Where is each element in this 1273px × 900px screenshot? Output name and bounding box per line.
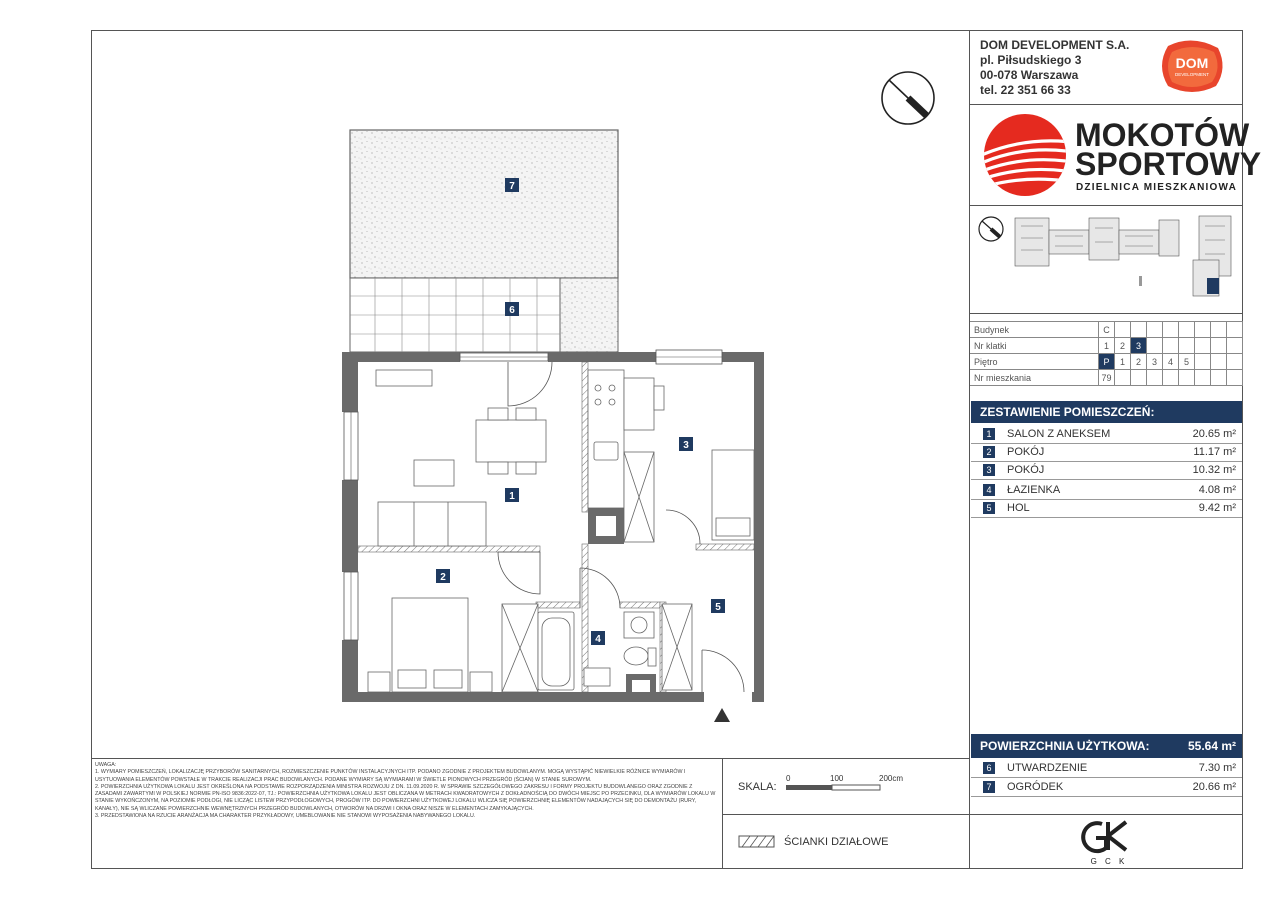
scale-label: SKALA:: [738, 781, 777, 793]
room-number: 4: [983, 484, 995, 496]
partition-legend-label: ŚCIANKI DZIAŁOWE: [784, 836, 889, 848]
room-row: [971, 481, 1242, 500]
total-area-bar: [971, 734, 1242, 758]
room-name: ŁAZIENKA: [1007, 484, 1061, 496]
room-area: 20.66 m²: [1192, 781, 1236, 793]
room-name: POKÓJ: [1007, 464, 1045, 476]
brand-title-2: SPORTOWY: [1075, 146, 1262, 182]
scale-tick-200: 200cm: [879, 774, 904, 783]
sofa: [378, 502, 486, 546]
room-area: 10.32 m²: [1192, 464, 1236, 476]
room-number: 2: [983, 446, 995, 458]
scale-divider: [722, 814, 969, 815]
coffee-table: [414, 460, 454, 486]
room-area: 11.17 m²: [1193, 446, 1236, 458]
room-area: 4.08 m²: [1198, 484, 1236, 496]
row-apartment: [970, 370, 1243, 386]
row-building: [970, 322, 1243, 338]
cell-stair-2: 2: [1115, 338, 1131, 354]
gck-letters: G C K: [1090, 857, 1128, 866]
notes-block: [95, 762, 717, 820]
header-divider: [969, 104, 1243, 105]
room-row: [971, 499, 1242, 518]
room-number: 1: [983, 428, 995, 440]
room-area: 20.65 m²: [1192, 428, 1236, 440]
label-apartment: Nr mieszkania: [970, 370, 1099, 386]
room-name: UTWARDZENIE: [1007, 762, 1088, 774]
room-row: [971, 443, 1242, 462]
scale-bar: [786, 784, 882, 792]
cell-floor-1: 1: [1115, 354, 1131, 370]
bottom-divider: [91, 758, 969, 759]
badge-2: 2: [440, 572, 446, 583]
column-divider: [969, 30, 970, 869]
dom-development-logo: [1158, 38, 1226, 94]
keyplan-divider: [969, 313, 1243, 314]
badge-5: 5: [715, 602, 721, 613]
note-item: 1. WYMIARY POMIESZCZEŃ, LOKALIZACJĘ PRZYBORÓW SANITARNYCH, ROZMIESZCZENIE PUNKTÓW INSTALACYJNYCH ITP. PODANO ZGODNIE Z PROJEKTEM BUDOWLANYM. MOGĄ WYSTĄPIĆ NIEWIELKIE RÓŻNICE WYMIARÓW I USYTUOWANIA ELEMENTÓW POWSTAŁE W TRAKCIE REALIZACJI PRAC BUDOWLANYCH. PODANE WYMIARY SĄ WYMIARAMI W ŚWIETLE PIONOWYCH PRZEGRÓD (ŚCIAN) W STANIE SUROWYM.: [95, 769, 686, 783]
company-name: DOM DEVELOPMENT S.A.: [980, 38, 1130, 52]
compass-icon: [882, 72, 934, 124]
cell-stair-1: 1: [1099, 338, 1115, 354]
room-name: POKÓJ: [1007, 446, 1045, 458]
brand-subtitle: DZIELNICA MIESZKANIOWA: [1076, 182, 1238, 193]
note-item: 3. PRZEDSTAWIONA NA RZUCIE ARANŻACJA MA CHARAKTER PRZYKŁADOWY, UMEBLOWANIE NIE STANOWI WYPOSAŻENIA NABYWANEGO LOKALU.: [95, 813, 476, 820]
extra-room-row: [971, 759, 1242, 778]
fridge: [624, 378, 654, 430]
badge-4: 4: [595, 634, 601, 645]
gck-logo: [1076, 818, 1142, 866]
gck-divider: [969, 814, 1243, 815]
cell-apartment-79: 79: [1099, 370, 1115, 386]
cell-floor-2: 2: [1131, 354, 1147, 370]
label-stair: Nr klatki: [970, 338, 1099, 354]
scale-tick-0: 0: [786, 774, 791, 783]
cell-floor-3: 3: [1147, 354, 1163, 370]
garden-area-strip: [560, 278, 618, 352]
room-row: [971, 425, 1242, 444]
washbasin: [584, 668, 610, 686]
kitchen-counter: [588, 370, 624, 508]
company-street: pl. Piłsudskiego 3: [980, 53, 1082, 67]
logo-text-development: DEVELOPMENT: [1174, 72, 1210, 77]
cell-floor-5: 5: [1179, 354, 1195, 370]
key-plan: [971, 206, 1242, 312]
room-number: 3: [983, 464, 995, 476]
badge-7: 7: [509, 181, 515, 192]
label-building: Budynek: [970, 322, 1099, 338]
floor-plan: [330, 60, 950, 730]
rooms-heading: ZESTAWIENIE POMIESZCZEŃ:: [971, 401, 1242, 423]
extra-room-row: [971, 778, 1242, 797]
mokotow-sportowy-logo: [983, 113, 1262, 199]
label-floor: Piętro: [970, 354, 1099, 370]
dining-table: [476, 420, 546, 462]
tv-unit: [376, 370, 432, 386]
badge-6: 6: [509, 305, 515, 316]
logo-text-dom: DOM: [1175, 55, 1209, 71]
company-phone: tel. 22 351 66 33: [980, 83, 1071, 97]
room-name: HOL: [1007, 502, 1030, 514]
toilet: [624, 647, 648, 665]
room-name: OGRÓDEK: [1007, 781, 1064, 793]
room-name: SALON Z ANEKSEM: [1007, 428, 1111, 440]
room-number: 5: [983, 502, 995, 514]
selected-apartment-marker: [1207, 278, 1219, 294]
badge-1: 1: [509, 491, 515, 502]
room-area: 9.42 m²: [1198, 502, 1236, 514]
cell-floor-p-selected: P: [1099, 354, 1115, 370]
brand-title-1: MOKOTÓW: [1075, 117, 1250, 153]
total-area-value: 55.64 m²: [1187, 739, 1236, 753]
room-number: 7: [983, 781, 995, 793]
room-number: 6: [983, 762, 995, 774]
notes-title: UWAGA:: [95, 762, 117, 768]
partition-legend-swatch: [738, 835, 776, 849]
cell-floor-4: 4: [1163, 354, 1179, 370]
entrance-arrow-icon: [714, 708, 730, 722]
note-item: 2. POWIERZCHNIA UŻYTKOWA LOKALU JEST OKREŚLONA NA PODSTAWIE ROZPORZĄDZENIA MINISTRA ROZWOJU Z DN. 11.09.2020 R. W SPRAWIE SZCZEGÓŁOWEGO ZAKRESU I FORMY PROJEKTU BUDOWLANEGO ORAZ ZGODNIE Z ZASADAMI ZAWARTYMI W POLSKIEJ NORMIE PN-ISO 9836:2022-07, TJ.: POWIERZCHNIA UŻYTKOWA LOKALU JEST OBLICZANA W METRACH KWADRATOWYCH Z DOKŁADNOŚCIĄ DO DWÓCH MIEJSC PO PRZECINKU, DLA WYMIARÓW LOKALU W STANIE WYKOŃCZONYM, NA POZIOMIE PODŁOGI, NIE LICZĄC LISTEW PRZYPODŁOGOWYCH, PROGÓW ITP. DO POWIERZCHNI UŻYTKOWEJ LOKALU WLICZA SIĘ POWIERZCHNIĘ ELEMENTÓW NADAJĄCYCH SIĘ DO DEMONTAŻU (RURY, KANAŁY), NIE SĄ WLICZANE POWIERZCHNIE WEWNĘTRZNYCH PRZEGRÓD BUDOWLANYCH, OTWORÓW NA DRZWI I OKNA ORAZ NISZE W ELEMENTACH ZAMYKAJĄCYCH.: [95, 783, 716, 812]
unit-selector-table: [970, 321, 1243, 386]
scale-tick-100: 100: [830, 774, 844, 783]
room-area: 7.30 m²: [1198, 762, 1236, 774]
cell-stair-3-selected: 3: [1131, 338, 1147, 354]
cell-building-c: C: [1099, 322, 1115, 338]
row-stair: [970, 338, 1243, 354]
compass-small-icon: [979, 217, 1003, 241]
total-area-label: POWIERZCHNIA UŻYTKOWA:: [980, 739, 1150, 753]
garden-area: [350, 130, 618, 278]
company-city: 00-078 Warszawa: [980, 68, 1079, 82]
badge-3: 3: [683, 440, 689, 451]
company-info: [980, 38, 1129, 98]
row-floor: [970, 354, 1243, 370]
room-row: [971, 461, 1242, 480]
